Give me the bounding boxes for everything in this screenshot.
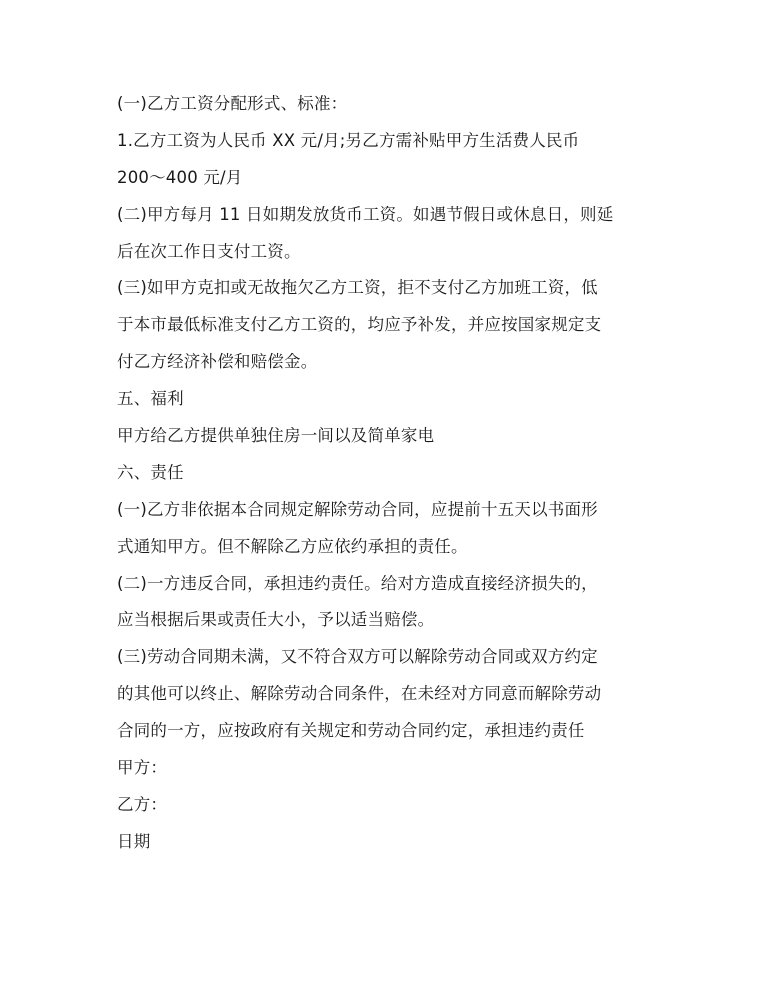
text-line: (二)甲方每月 11 日如期发放货币工资。如遇节假日或休息日，则延 (117, 204, 614, 224)
text-line: 200～400 元/月 (117, 167, 243, 187)
section-heading: 六、责任 (117, 462, 184, 482)
text-line: 1.乙方工资为人民币 XX 元/月;另乙方需补贴甲方生活费人民币 (117, 130, 580, 150)
text-line: 的其他可以终止、解除劳动合同条件，在未经对方同意而解除劳动 (117, 684, 602, 704)
signature-party-b: 乙方： (117, 794, 168, 814)
text-line: 式通知甲方。但不解除乙方应依约承担的责任。 (117, 536, 468, 556)
document-body (117, 86, 657, 861)
text-line: (二)一方违反合同，承担违约责任。给对方造成直接经济损失的， (117, 573, 598, 593)
text-line: 合同的一方，应按政府有关规定和劳动合同约定，承担违约责任 (117, 721, 585, 741)
text-line: (一)乙方工资分配形式、标准： (117, 94, 348, 113)
text-line: 甲方给乙方提供单独住房一间以及简单家电 (117, 426, 435, 446)
section-heading: 五、福利 (117, 389, 184, 409)
text-line: (三)如甲方克扣或无故拖欠乙方工资，拒不支付乙方加班工资，低 (117, 278, 598, 298)
text-line: (三)劳动合同期未满，又不符合双方可以解除劳动合同或双方约定 (117, 647, 598, 667)
signature-party-a: 甲方： (117, 758, 168, 778)
text-line: 付乙方经济补偿和赔偿金。 (117, 352, 318, 372)
text-line: 后在次工作日支付工资。 (117, 241, 301, 261)
text-line: 应当根据后果或责任大小，予以适当赔偿。 (117, 610, 435, 630)
signature-date: 日期 (117, 831, 151, 851)
text-line: 于本市最低标准支付乙方工资的，均应予补发，并应按国家规定支 (117, 315, 602, 335)
text-line: (一)乙方非依据本合同规定解除劳动合同，应提前十五天以书面形 (117, 499, 598, 519)
